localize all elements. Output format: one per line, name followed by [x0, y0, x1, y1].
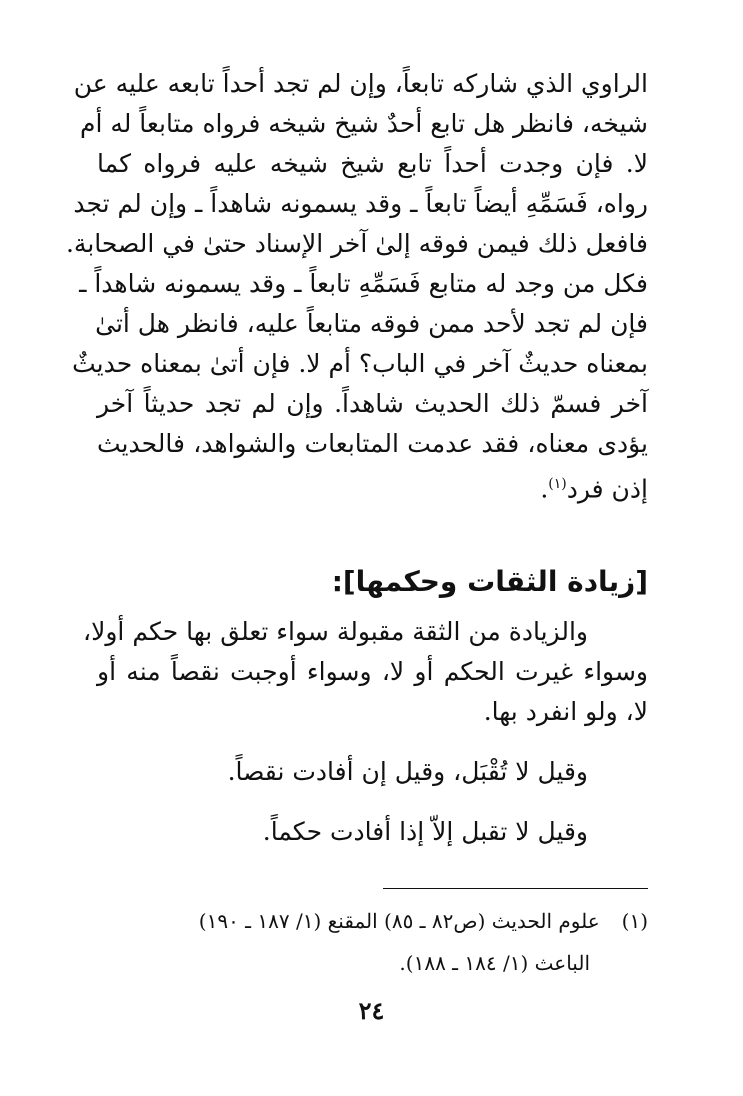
- footnote-line: [97, 900, 648, 942]
- paragraph-line: الراوي الذي شاركه تابعاً، وإن لم تجد أحداً تابعه عليه عن: [73, 69, 648, 98]
- footnote-number: (١): [621, 909, 648, 933]
- footnote-text: علوم الحديث (ص٨٢ ـ ٨٥) المقنع (١/ ١٨٧ ـ ١٩٠): [198, 909, 600, 933]
- spacer: [97, 732, 648, 752]
- paragraph-line: شيخه، فانظر هل تابع أحدٌ شيخ شيخه فرواه متابعاً له أم: [79, 109, 648, 138]
- paragraph-last-line: [97, 464, 648, 504]
- last-line-text: إذن فرد: [566, 474, 648, 504]
- body-paragraph-1: [65, 64, 648, 504]
- footnote-reference[interactable]: (١): [548, 476, 567, 492]
- sentence-period: .: [540, 474, 549, 504]
- paragraph-line: بمعناه حديثٌ آخر في الباب؟ أم لا. فإن أتىٰ بمعناه حديثٌ: [72, 349, 648, 378]
- paragraph-line: والزيادة من الثقة مقبولة سواء تعلق بها حكم أولا،: [83, 617, 588, 646]
- paragraph-line: فكل من وجد له متابع فَسَمِّهِ تابعاً ـ وقد يسمونه شاهداً ـ: [79, 269, 648, 298]
- footnote-line: الباعث (١/ ١٨٤ ـ ١٨٨).: [399, 951, 590, 975]
- page-number: ٢٤: [358, 996, 385, 1025]
- body-paragraph-2: [83, 612, 648, 852]
- spacer: [97, 792, 648, 812]
- footnote-divider: [383, 888, 648, 889]
- footnote: [97, 900, 648, 984]
- paragraph-line: وسواء غيرت الحكم أو لا، وسواء أوجبت نقصاً منه أو: [97, 657, 648, 686]
- paragraph-line: آخر فسمّ ذلك الحديث شاهداً. وإن لم تجد حديثاً آخر: [97, 389, 648, 418]
- paragraph-line: لا. فإن وجدت أحداً تابع شيخ شيخه عليه فرواه كما: [97, 149, 648, 178]
- opinion-line: وقيل لا تقبل إلاّ إذا أفادت حكماً.: [262, 817, 588, 846]
- section-heading: [زيادة الثقات وحكمها]:: [331, 565, 648, 598]
- paragraph-line: يؤدى معناه، فقد عدمت المتابعات والشواهد، فالحديث: [97, 429, 648, 458]
- opinion-line: وقيل لا تُقْبَل، وقيل إن أفادت نقصاً.: [227, 757, 588, 786]
- paragraph-last-line: لا، ولو انفرد بها.: [483, 697, 648, 726]
- paragraph-line: رواه، فَسَمِّهِ أيضاً تابعاً ـ وقد يسمونه شاهداً ـ وإن لم تجد: [73, 189, 648, 218]
- paragraph-line: فافعل ذلك فيمن فوقه إلىٰ آخر الإسناد حتىٰ في الصحابة.: [65, 229, 648, 258]
- paragraph-line: فإن لم تجد لأحد ممن فوقه متابعاً عليه، فانظر هل أتىٰ: [95, 309, 648, 338]
